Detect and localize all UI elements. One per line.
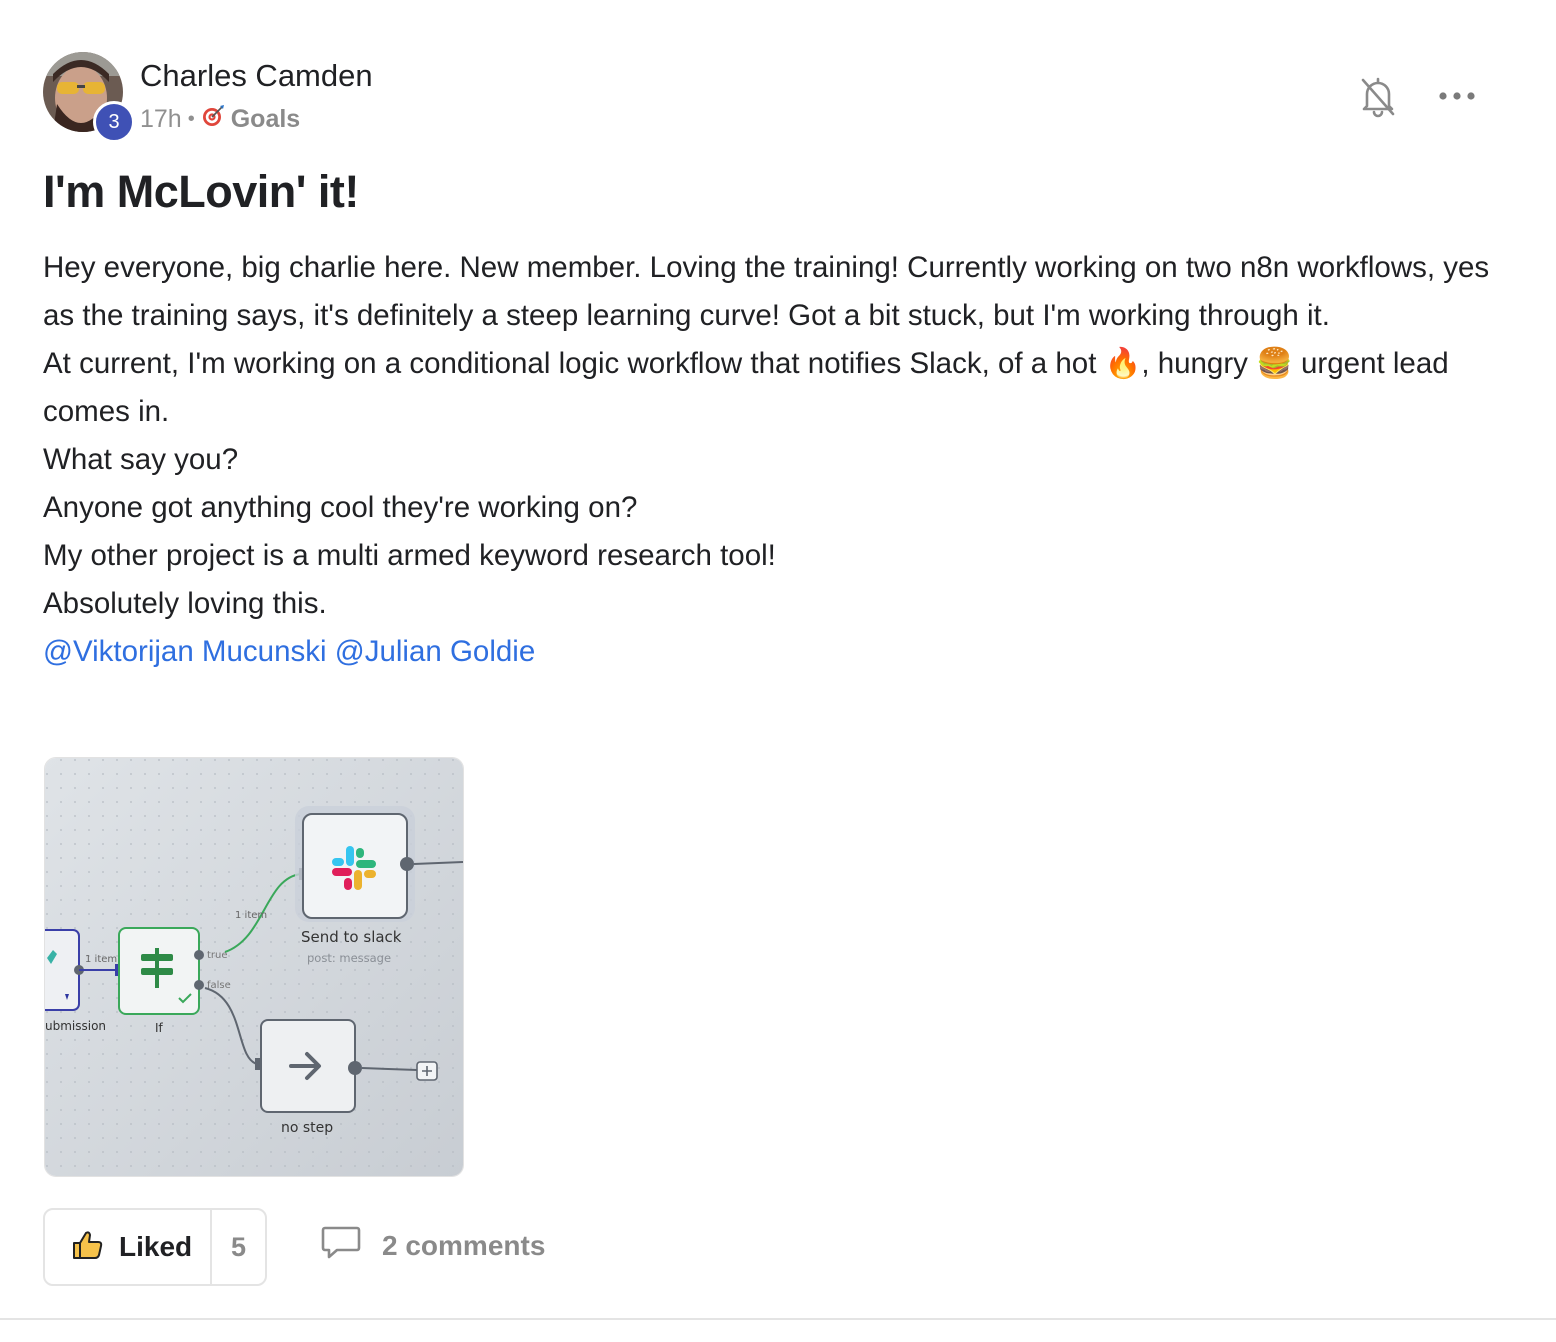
- comments-button[interactable]: [320, 1224, 545, 1267]
- node-submission-label: ubmission: [45, 1019, 107, 1033]
- post-image-attachment[interactable]: [44, 757, 464, 1177]
- like-label: Liked: [119, 1231, 193, 1262]
- post-paragraph: At current, I'm working on a conditional logic workflow that notifies Slack, of a hot 🔥, hungry 🍔 urgent lead comes in.: [43, 347, 1449, 428]
- true-label: true: [207, 950, 228, 961]
- post-meta: [140, 104, 300, 135]
- bell-off-icon[interactable]: [1358, 74, 1398, 118]
- target-icon: [201, 104, 225, 135]
- edge-label: 1 item: [85, 954, 118, 965]
- node-slack-sub: post: message: [307, 951, 392, 965]
- mention-link[interactable]: @Julian Goldie: [334, 635, 536, 668]
- node-slack-label: Send to slack: [301, 928, 402, 946]
- post-paragraph: Anyone got anything cool they're working on?: [43, 491, 638, 524]
- post-body: [43, 244, 1513, 676]
- post-paragraph: What say you?: [43, 443, 239, 476]
- post-divider: [0, 1318, 1556, 1320]
- edge-label: 1 item: [235, 910, 268, 921]
- comments-label: 2 comments: [382, 1229, 546, 1261]
- comment-icon: [320, 1224, 362, 1267]
- false-label: false: [207, 980, 231, 991]
- thumbs-up-icon: [71, 1228, 105, 1267]
- meta-separator: •: [187, 108, 195, 130]
- post-category[interactable]: Goals: [230, 105, 301, 133]
- author-avatar[interactable]: [43, 52, 125, 134]
- post-paragraph: My other project is a multi armed keyword research tool!: [43, 539, 776, 572]
- like-group: [43, 1208, 267, 1286]
- post-paragraph: Hey everyone, big charlie here. New member. Loving the training! Currently working on two n8n workflows, yes as the training says, it's definitely a steep learning curve! Got a bit stuck, but I'm working through it.: [43, 251, 1490, 332]
- author-name[interactable]: Charles Camden: [140, 58, 373, 93]
- level-badge: 3: [93, 101, 135, 143]
- like-count[interactable]: 5: [210, 1210, 265, 1284]
- node-nostep-label: no step: [281, 1120, 334, 1136]
- post-paragraph: Absolutely loving this.: [43, 587, 327, 620]
- like-button[interactable]: [45, 1210, 210, 1284]
- mentions: [43, 628, 1513, 676]
- node-if-label: If: [155, 1021, 163, 1035]
- more-horizontal-icon[interactable]: [1434, 80, 1480, 112]
- post-title: I'm McLovin' it!: [43, 166, 359, 217]
- post-time: 17h: [140, 105, 182, 133]
- mention-link[interactable]: @Viktorijan Mucunski: [43, 635, 327, 668]
